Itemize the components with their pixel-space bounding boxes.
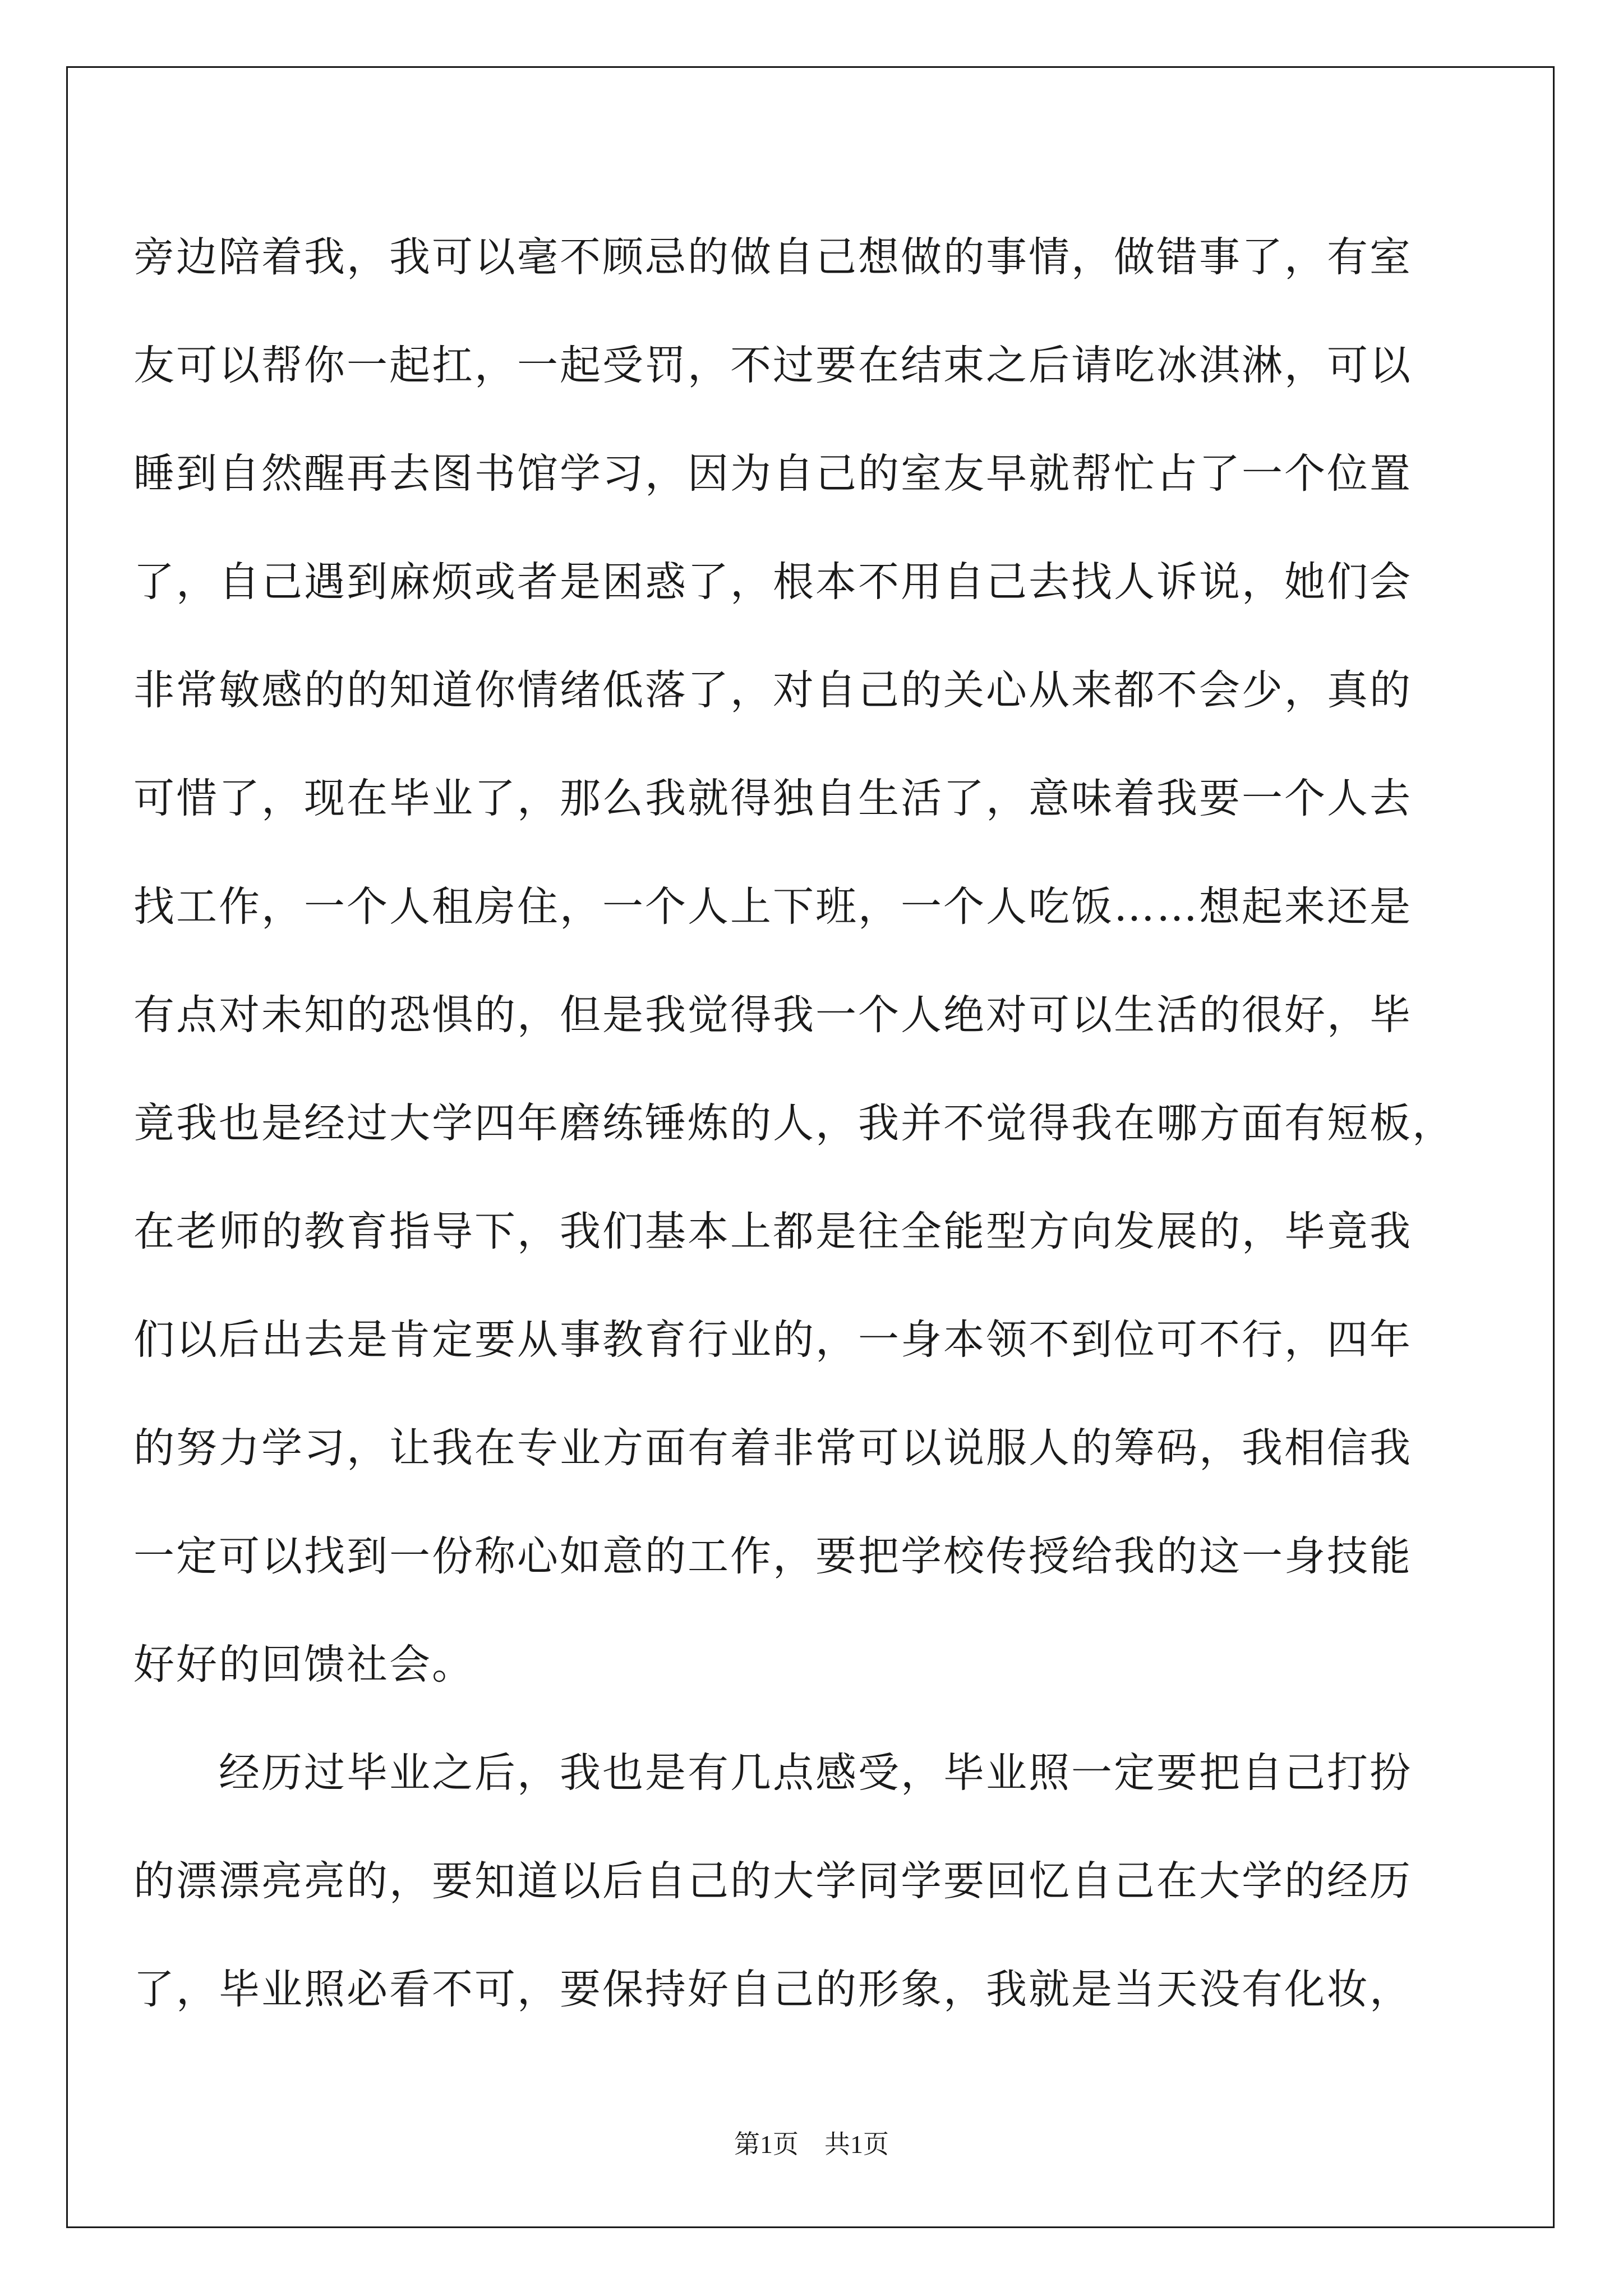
document-body xyxy=(133,203,1455,2044)
text-line: 一定可以找到一份称心如意的工作，要把学校传授给我的这一身技能 xyxy=(133,1533,1412,1580)
text-line: 可惜了，现在毕业了，那么我就得独自生活了，意味着我要一个人去 xyxy=(133,775,1412,822)
text-line: 了，自己遇到麻烦或者是困惑了，根本不用自己去找人诉说，她们会 xyxy=(133,558,1412,606)
text-line: 竟我也是经过大学四年磨练锤炼的人，我并不觉得我在哪方面有短板， xyxy=(133,1099,1455,1147)
text-line: 找工作，一个人租房住，一个人上下班，一个人吃饭……想起来还是 xyxy=(133,883,1412,931)
text-line: 旁边陪着我，我可以毫不顾忌的做自己想做的事情，做错事了，有室 xyxy=(133,233,1412,281)
text-line: 的努力学习，让我在专业方面有着非常可以说服人的筹码，我相信我 xyxy=(133,1424,1412,1472)
text-line: 经历过毕业之后，我也是有几点感受，毕业照一定要把自己打扮 xyxy=(133,1749,1412,1797)
text-line: 友可以帮你一起扛，一起受罚，不过要在结束之后请吃冰淇淋，可以 xyxy=(133,342,1412,389)
text-line: 有点对未知的恐惧的，但是我觉得我一个人绝对可以生活的很好，毕 xyxy=(133,991,1412,1039)
text-line: 好好的回馈社会。 xyxy=(133,1641,474,1688)
text-line: 们以后出去是肯定要从事教育行业的，一身本领不到位可不行，四年 xyxy=(133,1316,1412,1364)
text-line: 了，毕业照必看不可，要保持好自己的形象，我就是当天没有化妆， xyxy=(133,1966,1412,2013)
text-line: 在老师的教育指导下，我们基本上都是往全能型方向发展的，毕竟我 xyxy=(133,1208,1412,1255)
page-number-footer: 第1页 共1页 xyxy=(734,2130,889,2159)
text-line: 的漂漂亮亮的，要知道以后自己的大学同学要回忆自己在大学的经历 xyxy=(133,1857,1412,1905)
text-line: 睡到自然醒再去图书馆学习，因为自己的室友早就帮忙占了一个位置 xyxy=(133,450,1412,498)
text-line: 非常敏感的的知道你情绪低落了，对自己的关心从来都不会少，真的 xyxy=(133,666,1412,714)
